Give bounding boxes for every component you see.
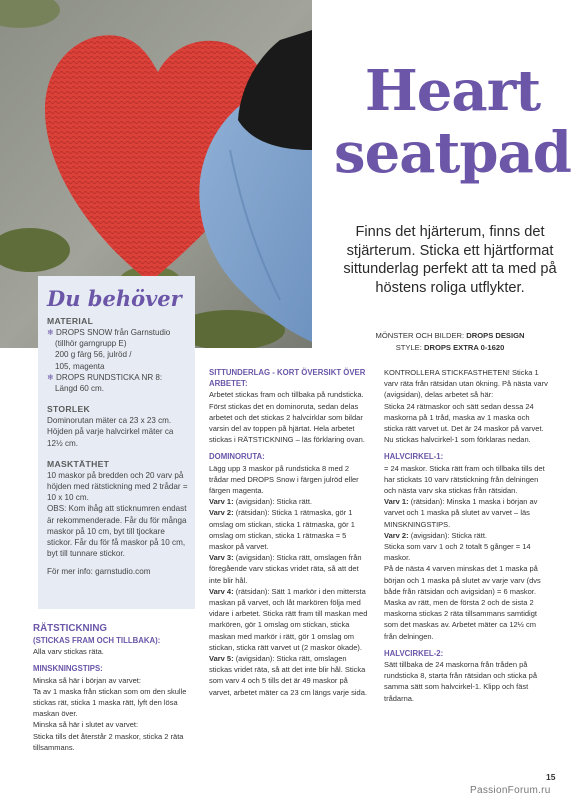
overview-text: Arbetet stickas fram och tillbaka på rundsticka. Först stickas det en dominoruta, sedan delas arbetet och det stickas 2 halvcirklar som bildar varsin del av toppen på hjärtat. Hela arbetet stickas i RÄTSTICKNING – läs förklaring ovan. [209,390,365,445]
credits-label-style: STYLE: [395,342,422,352]
gauge-check-text: KONTROLLERA STICKFASTHETEN! Sticka 1 varv räta från rätsidan utan ökning. På nästa varv (avigsidan), delas arbetet så här: [384,368,548,400]
row-instruction [209,507,370,552]
page-title [330,60,575,184]
row-text: (rätsidan): Sticka 1 rätmaska, gör 1 omslag om stickan, sticka 1 rätmaska, gör 1 omslag om stickan, sticka 1 rätmaska = 5 maskor på varvet. [209,508,355,552]
credits-value-style: DROPS EXTRA 0-1620 [423,342,505,352]
material-list [47,327,189,394]
split-text: Sticka 24 rätmaskor och sätt sedan dessa 24 maskorna på 1 tråd, maska av 1 maska och sticka rätt varvet ut. Det är 24 maskor på varvet. Nu stickas halvcirkel-1 som förklaras nedan. [384,401,544,445]
garter-text: Alla varv stickas räta. [33,647,104,657]
material-heading: MATERIAL [47,316,94,326]
decrease-tips-text: Sticka tills det återstår 2 maskor, sticka 2 räta tillsammans. [33,731,184,752]
material-line: (tillhör garngrupp E) [55,339,127,349]
material-line: Längd 60 cm. [55,384,105,394]
intro-text: Finns det hjärterum, finns det stjärterum. Sticka ett hjärtformat sittunderlag perfekt att ta med på höstens roliga utflykter. [343,224,557,296]
decrease-text: På de nästa 4 varven minskas det 1 maska på början och 1 maska på slutet av varje varv (dvs både från rätsidan och avigsidan) = 6 maskor. Maska av rätt, men de första 2 och de sista 2 maskorna stickas 2 räta tillsammans samtidigt som det maskas av. Arbetet mäter ca 12½ cm från delningen. [384,564,541,641]
half-circle-2-heading: HALVCIRKEL-2: [384,648,444,658]
row-text: (avigsidan): Sticka rätt, omslagen från föregående varv stickas vridet räta, så att det inte blir hål. [209,553,362,585]
overview-heading: SITTUNDERLAG - KORT ÖVERSIKT ÖVER ARBETET: [209,368,366,389]
bullet-star-icon: ❄ [47,372,54,382]
row-label: Varv 3: [209,553,234,563]
half-circle-1-text: = 24 maskor. Sticka rätt fram och tillbaka tills det har stickats 10 varv rätstickning från delningen och nästa varv ska stickas från rätsidan. [384,463,545,496]
size-heading: STORLEK [47,404,91,415]
more-info: För mer info: garnstudio.com [47,567,151,577]
gauge-text: 10 maskor på bredden och 20 varv på höjden med rätstickning med 2 trådar = 10 x 10 cm. [47,470,188,503]
decrease-tips-text: Ta av 1 maska från stickan som om den skulle stickas rät, sticka 1 maska rätt, lyft den lösa maskan över. [33,686,187,719]
column-2 [209,367,370,698]
row-text: (avigsidan): Sticka rätt. [235,497,312,507]
row-label: Varv 5: [209,654,234,664]
credits-label-design: MÖNSTER OCH BILDER: [375,331,465,340]
material-line: DROPS SNOW från Garnstudio [56,328,171,337]
half-circle-1-heading: HALVCIRKEL-1: [384,452,444,462]
row-instruction [209,496,370,507]
material-line: 105, magenta [55,361,105,371]
gauge-heading: MASKTÄTHET [47,458,110,469]
row-instruction [209,653,370,698]
domino-heading: DOMINORUTA: [209,452,265,462]
title-line-2: seatpad [334,120,571,186]
page-number: 15 [546,772,556,782]
row-label: Varv 4: [209,586,234,596]
row-text: (avigsidan): Sticka rätt, omslagen stickas vridet räta, så att det inte blir hål. Sticka som varv 4 och 5 tills det är 49 maskor på varvet, arbetet mäter ca 23 cm längs varje sida. [209,654,367,697]
row-instruction [209,552,370,586]
column-3 [384,367,548,704]
row-instruction [209,586,370,653]
watermark: PassionForum.ru [470,785,551,796]
garter-subheading: (STICKAS FRAM OCH TILLBAKA): [33,636,161,645]
row-label: Varv 2: [209,508,234,518]
decrease-tips-heading: MINSKNINGSTIPS: [33,664,103,674]
gauge-note: OBS: Kom ihåg att sticknumren endast är rekommenderade. Får du för många maskor på 10 cm, byt till tjockare stickor. Får du för få maskor på 10 cm, byt till tunnare stickor. [47,504,187,559]
bullet-star-icon: ❄ [47,328,54,337]
materials-box-title: Du behöver [47,286,182,311]
credits-value-design: DROPS DESIGN [466,331,525,340]
row-text: (rätsidan): Minska 1 maska i början av varvet och 1 maska på slutet av varvet – läs MINSKNINGSTIPS. [384,497,538,529]
row-text: (rätsidan): Sätt 1 markör i den mittersta maskan på varvet, och låt markören följa med vidare i arbetet. Sticka rätt fram till maskan med markören, gör 1 omslag om stickan, sticka maskan med markör i rätt, gör 1 omslag om stickan, sticka rätt varvet ut (2 maskor ökade). [209,586,368,652]
row-text: (avigsidan): Sticka rätt. [410,530,487,540]
size-text: Dominorutan mäter ca 23 x 23 cm. Höjden på varje halvcirkel mäter ca 12½ cm. [47,416,174,448]
row-label: Varv 1: [384,497,409,507]
row-instruction [384,530,548,541]
domino-text: Lägg upp 3 maskor på rundsticka 8 med 2 trådar med DROPS Snow i färgen julröd eller färgen magenta. [209,463,359,496]
row-label: Varv 2: [384,530,409,540]
decrease-tips-text: Minska så här i slutet av varvet: [33,720,139,730]
materials-box [38,276,195,609]
half-circle-2-text: Sätt tillbaka de 24 maskorna från tråden på rundsticka 8, starta från rätsidan och sticka på samma sätt som halvcirkel-1. Klipp och fäst trådarna. [384,660,537,703]
credits [330,330,570,353]
garter-heading: RÄTSTICKNING [33,623,108,634]
row-label: Varv 1: [209,497,234,507]
column-1 [33,623,198,753]
material-line: DROPS RUNDSTICKA NR 8: [56,372,163,382]
row-instruction [384,496,548,530]
material-line: 200 g färg 56, julröd / [55,350,132,360]
repeat-text: Sticka som varv 1 och 2 totalt 5 gånger = 14 maskor. [384,542,531,563]
title-line-1: Heart [364,58,541,124]
decrease-tips-text: Minska så här i början av varvet: [33,675,141,685]
